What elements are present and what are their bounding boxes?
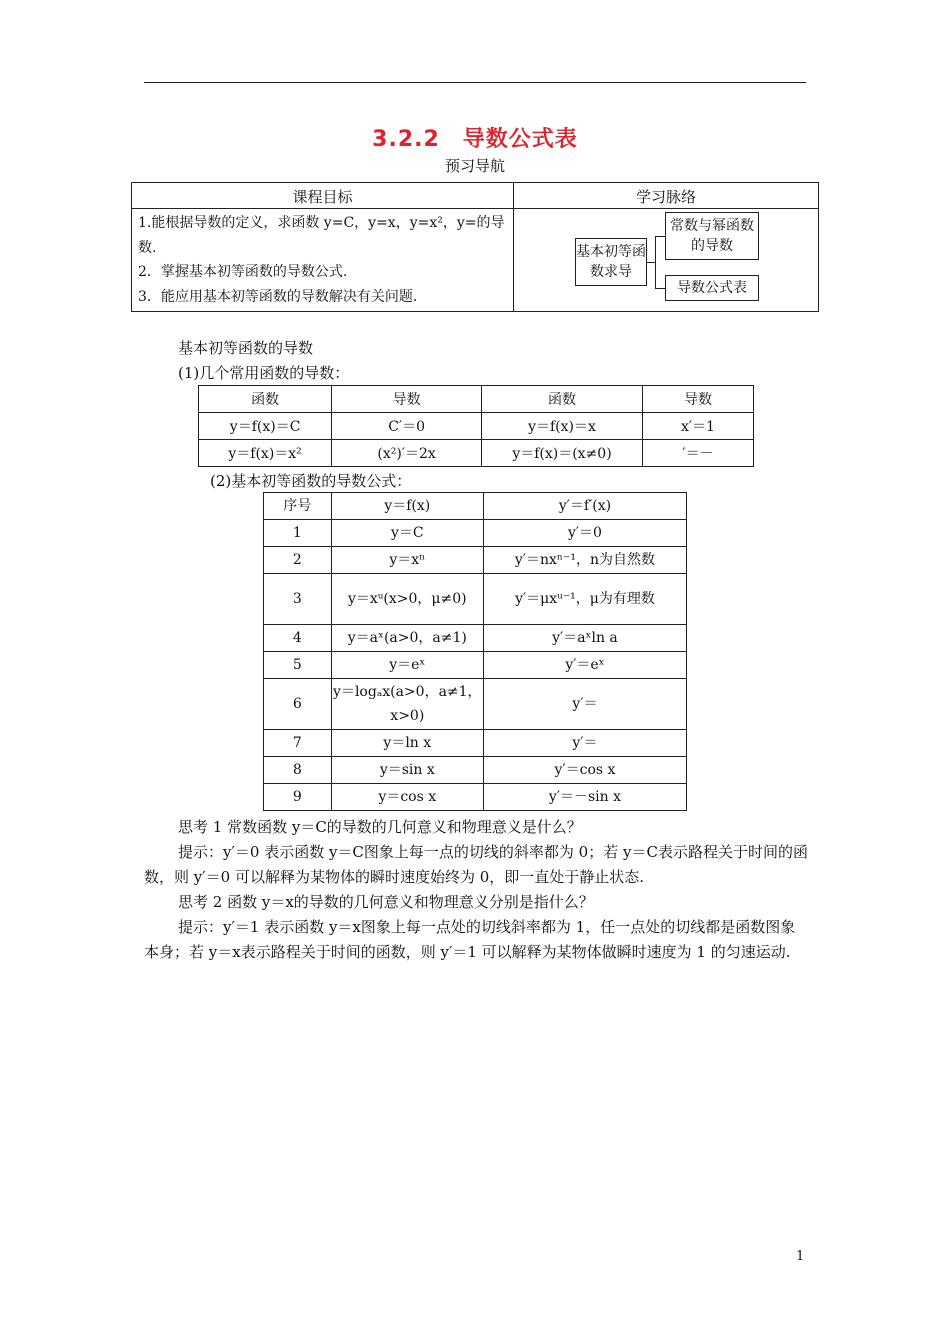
table-cell: y＝logₐx(a>0，a≠1，x>0) bbox=[331, 679, 483, 730]
table-header-row bbox=[199, 386, 754, 413]
table-cell: y＝f(x)＝(x≠0) bbox=[482, 440, 643, 467]
table-row bbox=[199, 440, 754, 467]
section-subheading: (2)基本初等函数的导数公式： bbox=[210, 472, 412, 490]
table-header-cell: 导数 bbox=[642, 386, 753, 413]
table-cell: y＝aˣ(a>0，a≠1) bbox=[331, 625, 483, 652]
section-subheading: (1)几个常用函数的导数： bbox=[178, 364, 350, 382]
table-cell: ′＝－ bbox=[642, 440, 753, 467]
table-cell: y′＝ bbox=[483, 679, 686, 730]
table-row bbox=[264, 652, 687, 679]
table-cell: y′＝ bbox=[483, 730, 686, 757]
think-answer: 提示：y′＝1 表示函数 y＝x图象上每一点处的切线斜率都为 1，任一点处的切线都是函数图象本身；若 y＝x表示路程关于时间的函数，则 y′＝1 可以解释为某物体做瞬时速度为 1 的匀速运动. bbox=[144, 918, 796, 961]
table-cell: 6 bbox=[264, 679, 332, 730]
goals-list bbox=[138, 211, 510, 309]
table-row bbox=[264, 625, 687, 652]
header-goals: 课程目标 bbox=[292, 188, 353, 206]
table-cell: y′＝μxᵘ⁻¹，μ为有理数 bbox=[483, 574, 686, 625]
table-cell: 3 bbox=[264, 574, 332, 625]
page-title: 3.2.2 导数公式表 bbox=[372, 127, 578, 152]
header-rule bbox=[144, 82, 806, 83]
think-question: 思考 2 函数 y＝x的导数的几何意义和物理意义分别是指什么？ bbox=[178, 893, 594, 911]
table-cell: y′＝eˣ bbox=[483, 652, 686, 679]
table-header-cell: y＝f(x) bbox=[331, 493, 483, 520]
table-cell: y′＝nxⁿ⁻¹，n为自然数 bbox=[483, 547, 686, 574]
think-answer: 提示：y′＝0 表示函数 y＝C图象上每一点的切线的斜率都为 0；若 y＝C表示路程关于时间的函数，则 y′＝0 可以解释为某物体的瞬时速度始终为 0，即一直处于静止状态. bbox=[144, 843, 808, 886]
table-cell: y＝xᵘ(x>0，μ≠0) bbox=[331, 574, 483, 625]
goal-item: 1.能根据导数的定义，求函数 y=C，y=x，y=x²，y=的导数. bbox=[138, 215, 505, 256]
table-cell: y＝f(x)＝C bbox=[199, 413, 332, 440]
table-cell: y′＝－sin x bbox=[483, 784, 686, 811]
table-cell: y′＝0 bbox=[483, 520, 686, 547]
table-cell: 8 bbox=[264, 757, 332, 784]
table-cell: y＝ln x bbox=[331, 730, 483, 757]
table-row bbox=[264, 730, 687, 757]
header-map: 学习脉络 bbox=[635, 188, 696, 206]
table-cell: y＝eˣ bbox=[331, 652, 483, 679]
table-row bbox=[264, 547, 687, 574]
page-number: 1 bbox=[796, 1249, 805, 1264]
table-row bbox=[264, 784, 687, 811]
table-row bbox=[264, 679, 687, 730]
diagram-child-box: 导数公式表 bbox=[665, 275, 759, 301]
table-divider bbox=[132, 208, 818, 209]
goal-item: 3．能应用基本初等函数的导数解决有关问题. bbox=[138, 288, 418, 305]
table-header-cell: 函数 bbox=[482, 386, 643, 413]
table-row bbox=[199, 413, 754, 440]
table-header-row bbox=[264, 493, 687, 520]
diagram-connector bbox=[655, 236, 665, 237]
section-heading: 基本初等函数的导数 bbox=[178, 339, 314, 357]
table-cell: (x²)′＝2x bbox=[332, 440, 482, 467]
table-header-cell: 函数 bbox=[199, 386, 332, 413]
table-cell: 7 bbox=[264, 730, 332, 757]
diagram-connector bbox=[655, 236, 656, 288]
diagram-root-box: 基本初等函数求导 bbox=[575, 238, 647, 286]
table-header-cell: 序号 bbox=[264, 493, 332, 520]
goal-item: 2．掌握基本初等函数的导数公式. bbox=[138, 264, 348, 280]
table-cell: x′＝1 bbox=[642, 413, 753, 440]
overview-table bbox=[131, 182, 819, 312]
page-subtitle: 预习导航 bbox=[444, 157, 505, 175]
think-question: 思考 1 常数函数 y＝C的导数的几何意义和物理意义是什么？ bbox=[178, 818, 582, 836]
table-cell: 5 bbox=[264, 652, 332, 679]
table-cell: y′＝aˣln a bbox=[483, 625, 686, 652]
table-row bbox=[264, 574, 687, 625]
table-cell: y＝cos x bbox=[331, 784, 483, 811]
diagram-connector bbox=[655, 288, 665, 289]
table-cell: y＝sin x bbox=[331, 757, 483, 784]
table-cell: y′＝cos x bbox=[483, 757, 686, 784]
table-cell: 4 bbox=[264, 625, 332, 652]
derivative-formula-table bbox=[263, 492, 687, 811]
table-row bbox=[264, 520, 687, 547]
table-cell: y＝f(x)＝x bbox=[482, 413, 643, 440]
common-derivatives-table bbox=[198, 385, 754, 467]
table-cell: C′＝0 bbox=[332, 413, 482, 440]
table-cell: 9 bbox=[264, 784, 332, 811]
table-header-cell: y′＝f′(x) bbox=[483, 493, 686, 520]
table-cell: 1 bbox=[264, 520, 332, 547]
table-cell: y＝f(x)＝x² bbox=[199, 440, 332, 467]
table-header-cell: 导数 bbox=[332, 386, 482, 413]
table-cell: y＝xⁿ bbox=[331, 547, 483, 574]
table-cell: 2 bbox=[264, 547, 332, 574]
table-row bbox=[264, 757, 687, 784]
table-cell: y＝C bbox=[331, 520, 483, 547]
diagram-child-box: 常数与幂函数的导数 bbox=[665, 212, 759, 260]
